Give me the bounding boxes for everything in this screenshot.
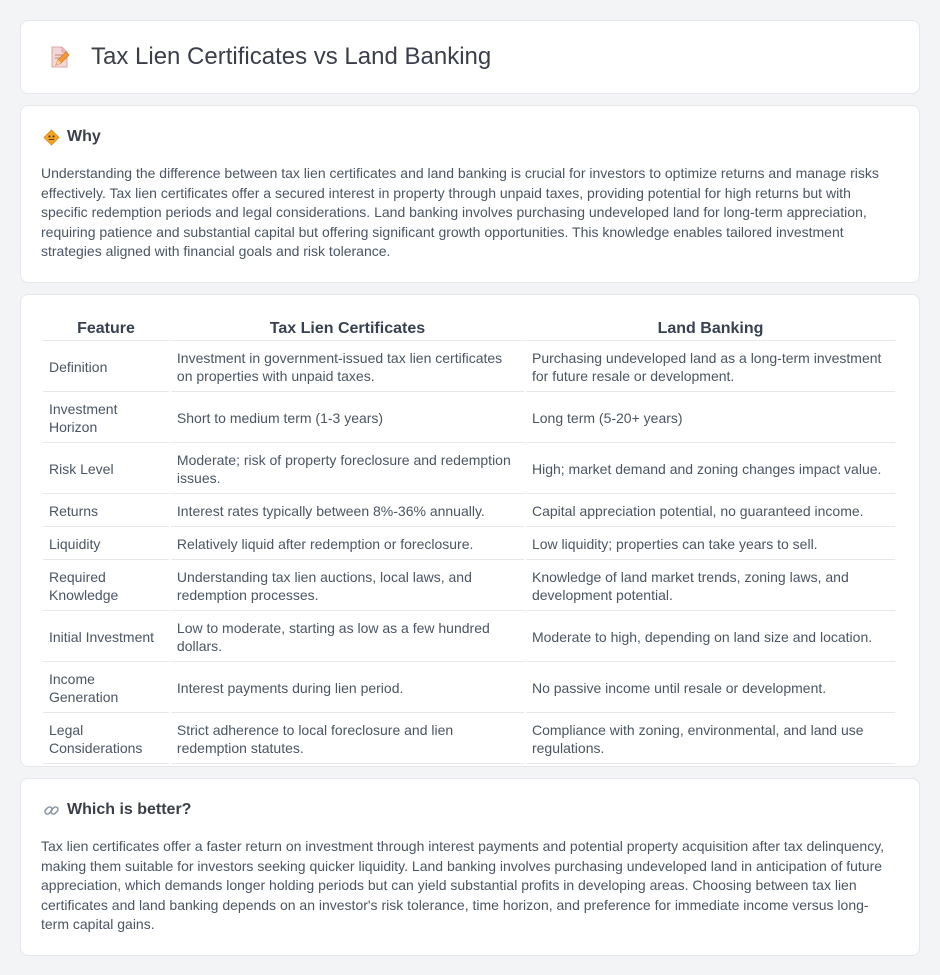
feature-cell: Required Knowledge	[43, 562, 169, 611]
tax-lien-cell: Investment in government-issued tax lien certificates on properties with unpaid taxes.	[171, 343, 524, 392]
land-banking-cell: Compliance with zoning, environmental, and land use regulations.	[526, 715, 895, 764]
col-header-tax-lien: Tax Lien Certificates	[171, 317, 524, 341]
comparison-table-card	[20, 294, 920, 767]
comparison-table	[41, 315, 897, 766]
land-banking-cell: Long term (5-20+ years)	[526, 394, 895, 443]
land-banking-cell: Purchasing undeveloped land as a long-term investment for future resale or development.	[526, 343, 895, 392]
which-is-better-section	[20, 778, 920, 956]
tax-lien-cell: Interest rates typically between 8%-36% annually.	[171, 496, 524, 527]
diamond-sign-icon	[43, 129, 60, 146]
col-header-feature: Feature	[43, 317, 169, 341]
tax-lien-cell: Understanding tax lien auctions, local laws, and redemption processes.	[171, 562, 524, 611]
col-header-land-banking: Land Banking	[526, 317, 895, 341]
page-title: Tax Lien Certificates vs Land Banking	[91, 43, 492, 70]
tax-lien-cell: Relatively liquid after redemption or foreclosure.	[171, 529, 524, 560]
why-heading	[41, 128, 899, 146]
table-header-row	[43, 317, 895, 341]
land-banking-cell: Moderate to high, depending on land size and location.	[526, 613, 895, 662]
table-row	[43, 445, 895, 494]
why-text: Understanding the difference between tax lien certificates and land banking is crucial for investors to optimize returns and manage risks effectively. Tax lien certificates offer a secured interest in property through unpaid taxes, providing potential for high returns but with specific redemption periods and legal considerations. Land banking involves purchasing undeveloped land for long-term appreciation, requiring patience and substantial capital but offering significant growth opportunities. This knowledge enables tailored investment strategies aligned with financial goals and risk tolerance.	[41, 165, 879, 260]
feature-cell: Initial Investment	[43, 613, 169, 662]
document-pencil-icon	[47, 45, 71, 69]
why-heading-label: Why	[67, 128, 101, 145]
tax-lien-cell: Interest payments during lien period.	[171, 664, 524, 713]
tax-lien-cell: Short to medium term (1-3 years)	[171, 394, 524, 443]
land-banking-cell: High; market demand and zoning changes impact value.	[526, 445, 895, 494]
which-is-better-heading	[41, 801, 899, 819]
feature-cell: Definition	[43, 343, 169, 392]
which-is-better-text: Tax lien certificates offer a faster return on investment through interest payments and potential property acquisition after tax delinquency, making them suitable for investors seeking quicker liquidity. Land banking involves purchasing undeveloped land in anticipation of future appreciation, which demands longer holding periods but can yield substantial profits in developing areas. Choosing between tax lien certificates and land banking depends on an investor's risk tolerance, time horizon, and preference for immediate income versus long-term capital gains.	[41, 838, 885, 933]
feature-cell: Risk Level	[43, 445, 169, 494]
land-banking-cell: No passive income until resale or development.	[526, 664, 895, 713]
table-row	[43, 529, 895, 560]
land-banking-cell: Low liquidity; properties can take years to sell.	[526, 529, 895, 560]
tax-lien-cell: Moderate; risk of property foreclosure and redemption issues.	[171, 445, 524, 494]
feature-cell: Income Generation	[43, 664, 169, 713]
link-icon	[43, 802, 60, 819]
header-card	[20, 20, 920, 94]
which-is-better-label: Which is better?	[67, 801, 192, 818]
table-row	[43, 496, 895, 527]
table-row	[43, 394, 895, 443]
table-row	[43, 664, 895, 713]
land-banking-cell: Capital appreciation potential, no guaranteed income.	[526, 496, 895, 527]
table-row	[43, 613, 895, 662]
feature-cell: Returns	[43, 496, 169, 527]
feature-cell: Legal Considerations	[43, 715, 169, 764]
table-row	[43, 343, 895, 392]
tax-lien-cell: Low to moderate, starting as low as a few hundred dollars.	[171, 613, 524, 662]
tax-lien-cell: Strict adherence to local foreclosure and lien redemption statutes.	[171, 715, 524, 764]
table-row	[43, 562, 895, 611]
land-banking-cell: Knowledge of land market trends, zoning laws, and development potential.	[526, 562, 895, 611]
why-section	[20, 105, 920, 283]
feature-cell: Investment Horizon	[43, 394, 169, 443]
feature-cell: Liquidity	[43, 529, 169, 560]
table-row	[43, 715, 895, 764]
